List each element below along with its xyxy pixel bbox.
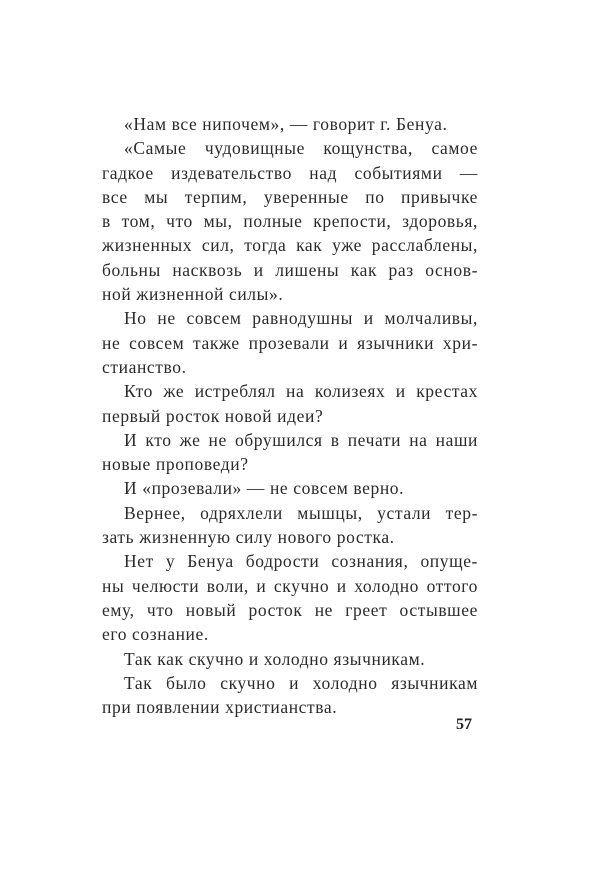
text-line: Так было скучно и холодно язычникам	[124, 672, 478, 693]
text-line: И «прозевали» — не совсем верно.	[124, 478, 405, 499]
body-text	[102, 112, 478, 719]
text-line: все мы терпим, уверенные по привычке	[102, 186, 478, 207]
text-line: Кто же истреблял на колизеях и крестах	[124, 381, 478, 402]
text-line: жизненных сил, тогда как уже расслаблены,	[102, 235, 478, 256]
text-line: Нет у Бенуа бодрости сознания, опуще-	[124, 551, 478, 572]
text-line: при появлении христианства.	[102, 697, 338, 718]
text-line: новые проповеди?	[102, 454, 249, 475]
text-line: ны челюсти воли, и скучно и холодно оттого	[102, 575, 478, 596]
text-line: ему, что новый росток не греет остывшее	[102, 599, 478, 620]
text-line: И кто же не обрушился в печати на наши	[124, 429, 478, 450]
text-line: «Самые чудовищные кощунства, самое	[124, 138, 478, 159]
page-number: 57	[456, 716, 472, 733]
text-line: его сознание.	[102, 624, 209, 645]
text-line: Вернее, одряхлели мышцы, устали тер-	[124, 502, 478, 523]
text-line: в том, что мы, полные крепости, здоровья,	[102, 211, 478, 232]
text-line: не совсем также прозевали и язычники хри-	[102, 332, 478, 353]
text-line: Но не совсем равнодушны и молчаливы,	[124, 308, 478, 329]
text-line: первый росток новой идеи?	[102, 405, 324, 426]
text-line: Так как скучно и холодно язычникам.	[124, 648, 426, 669]
text-line: гадкое издевательство над событиями —	[102, 162, 478, 183]
text-line: ной жизненной силы».	[102, 284, 284, 305]
text-line: «Нам все нипочем», — говорит г. Бенуа.	[124, 114, 448, 134]
text-line: зать жизненную силу нового ростка.	[102, 527, 395, 548]
text-line: стианство.	[102, 356, 187, 377]
text-line: больны насквозь и лишены как раз основ-	[102, 259, 478, 280]
